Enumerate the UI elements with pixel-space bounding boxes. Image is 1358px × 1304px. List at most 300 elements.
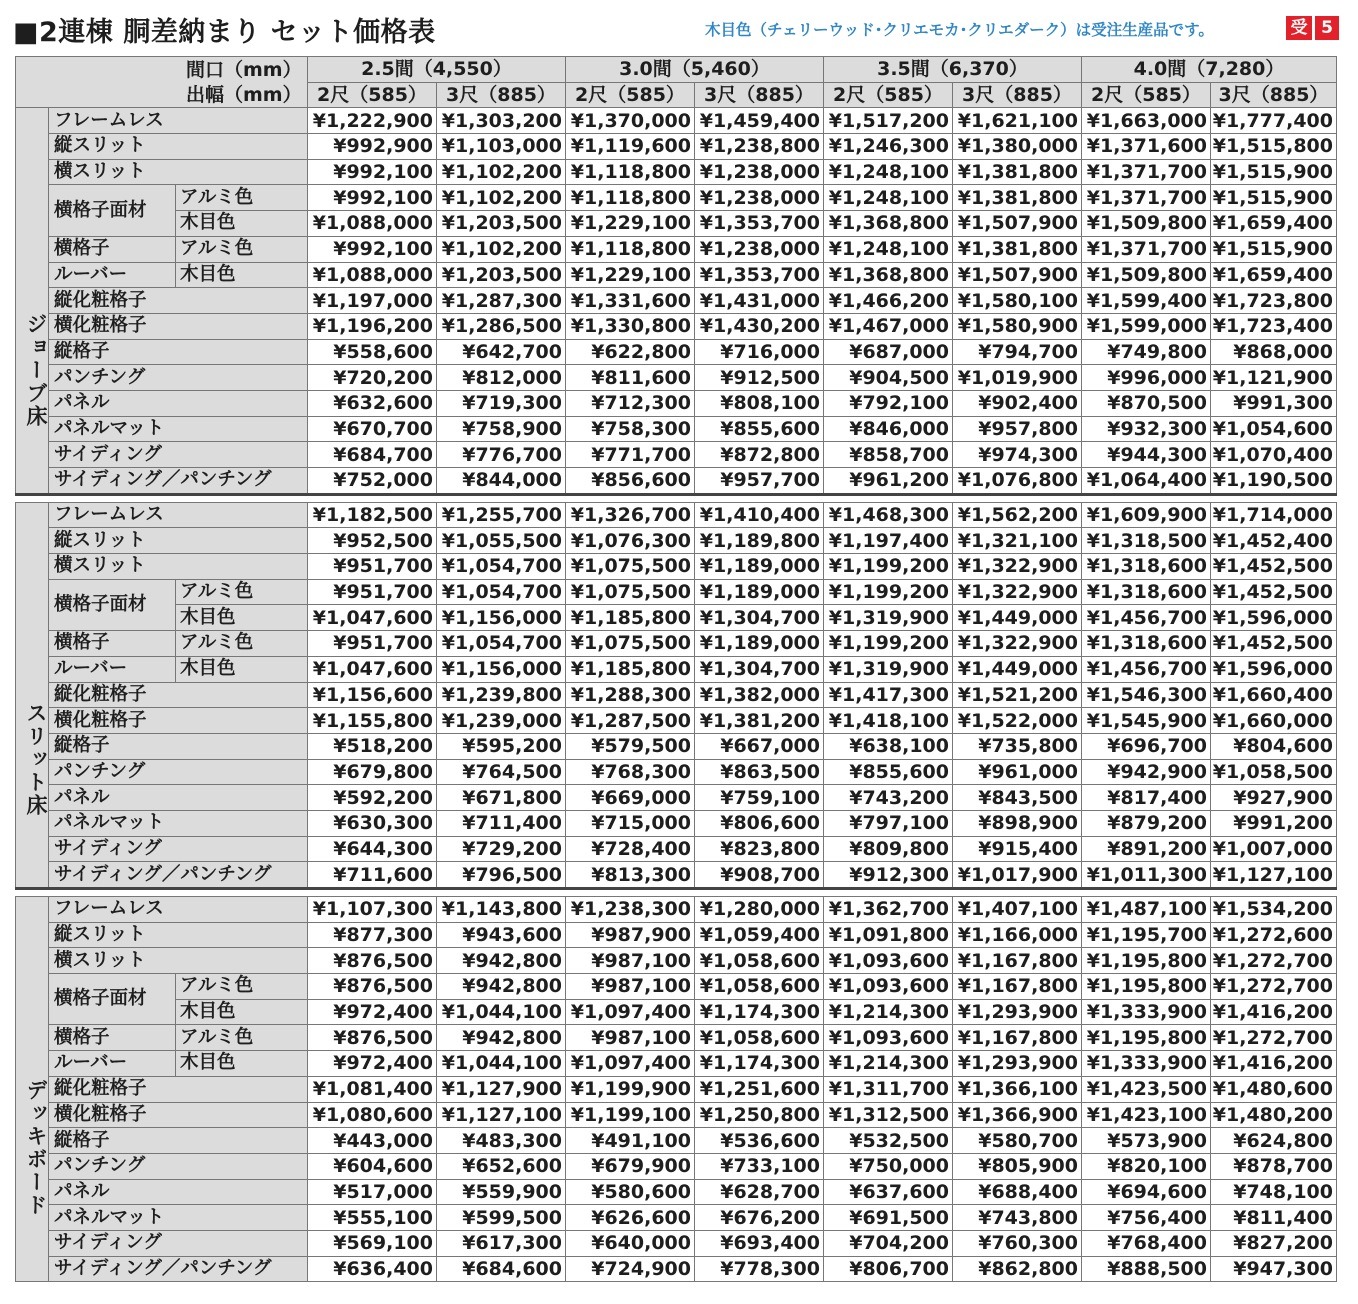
price-cell: ¥684,700 — [308, 442, 437, 468]
price-cell: ¥1,416,200 — [1211, 1051, 1337, 1077]
price-cell: ¥1,596,000 — [1211, 656, 1337, 682]
price-cell: ¥820,100 — [1082, 1153, 1211, 1179]
row-label: ルーバー — [49, 262, 176, 288]
price-cell: ¥1,534,200 — [1211, 897, 1337, 923]
price-cell: ¥827,200 — [1211, 1230, 1337, 1256]
price-cell: ¥1,423,100 — [1082, 1102, 1211, 1128]
price-cell: ¥622,800 — [566, 339, 695, 365]
price-cell: ¥811,400 — [1211, 1205, 1337, 1231]
price-cell: ¥1,047,600 — [308, 656, 437, 682]
price-cell: ¥669,000 — [566, 785, 695, 811]
price-cell: ¥1,452,500 — [1211, 554, 1337, 580]
price-cell: ¥743,200 — [824, 785, 953, 811]
price-cell: ¥679,800 — [308, 759, 437, 785]
price-cell: ¥778,300 — [695, 1256, 824, 1282]
table-row — [16, 1025, 1337, 1051]
price-cell: ¥972,400 — [308, 999, 437, 1025]
price-cell: ¥888,500 — [1082, 1256, 1211, 1282]
price-cell: ¥1,507,900 — [953, 262, 1082, 288]
price-cell: ¥952,500 — [308, 528, 437, 554]
price-cell: ¥1,248,100 — [824, 185, 953, 211]
price-cell: ¥1,189,000 — [695, 554, 824, 580]
price-cell: ¥1,091,800 — [824, 922, 953, 948]
price-cell: ¥1,371,700 — [1082, 159, 1211, 185]
row-label: 横格子 — [49, 236, 176, 262]
price-cell: ¥855,600 — [824, 759, 953, 785]
price-cell: ¥750,000 — [824, 1153, 953, 1179]
section-separator — [16, 889, 1337, 897]
price-cell: ¥915,400 — [953, 836, 1082, 862]
price-cell: ¥1,322,900 — [953, 554, 1082, 580]
price-cell: ¥1,723,800 — [1211, 288, 1337, 314]
price-cell: ¥1,196,200 — [308, 313, 437, 339]
page-number-badge: 5 — [1315, 16, 1339, 40]
price-cell: ¥1,199,900 — [566, 1076, 695, 1102]
depth-header: 3尺（885） — [437, 82, 566, 108]
price-cell: ¥1,238,000 — [695, 236, 824, 262]
price-cell: ¥735,800 — [953, 733, 1082, 759]
price-cell: ¥972,400 — [308, 1051, 437, 1077]
table-row — [16, 1256, 1337, 1282]
price-cell: ¥630,300 — [308, 810, 437, 836]
price-cell: ¥797,100 — [824, 810, 953, 836]
price-cell: ¥1,075,500 — [566, 579, 695, 605]
price-cell: ¥1,059,400 — [695, 922, 824, 948]
price-cell: ¥1,562,200 — [953, 502, 1082, 528]
price-cell: ¥704,200 — [824, 1230, 953, 1256]
price-cell: ¥1,609,900 — [1082, 502, 1211, 528]
price-cell: ¥808,100 — [695, 390, 824, 416]
row-label: 縦格子 — [49, 733, 308, 759]
width-header: 4.0間（7,280） — [1082, 57, 1337, 83]
price-cell: ¥1,480,200 — [1211, 1102, 1337, 1128]
price-cell: ¥1,272,700 — [1211, 1025, 1337, 1051]
price-cell: ¥1,189,800 — [695, 528, 824, 554]
row-sublabel: アルミ色 — [176, 974, 308, 1000]
table-row — [16, 999, 1337, 1025]
price-cell: ¥638,100 — [824, 733, 953, 759]
price-cell: ¥1,331,600 — [566, 288, 695, 314]
price-cell: ¥876,500 — [308, 974, 437, 1000]
price-cell: ¥879,200 — [1082, 810, 1211, 836]
price-cell: ¥1,546,300 — [1082, 682, 1211, 708]
price-cell: ¥1,381,200 — [695, 708, 824, 734]
row-label: 横格子面材 — [49, 579, 176, 630]
price-cell: ¥987,900 — [566, 922, 695, 948]
table-row — [16, 159, 1337, 185]
price-cell: ¥1,214,300 — [824, 999, 953, 1025]
price-cell: ¥1,093,600 — [824, 974, 953, 1000]
price-cell: ¥1,156,600 — [308, 682, 437, 708]
price-cell: ¥1,449,000 — [953, 605, 1082, 631]
price-cell: ¥749,800 — [1082, 339, 1211, 365]
price-cell: ¥951,700 — [308, 579, 437, 605]
price-cell: ¥805,900 — [953, 1153, 1082, 1179]
row-label: ルーバー — [49, 1051, 176, 1077]
price-cell: ¥961,000 — [953, 759, 1082, 785]
price-cell: ¥908,700 — [695, 862, 824, 889]
price-cell: ¥676,200 — [695, 1205, 824, 1231]
price-cell: ¥1,118,800 — [566, 185, 695, 211]
row-label: サイディング／パンチング — [49, 468, 308, 495]
price-cell: ¥1,517,200 — [824, 108, 953, 134]
price-cell: ¥1,189,000 — [695, 631, 824, 657]
price-cell: ¥580,700 — [953, 1128, 1082, 1154]
row-label: 縦格子 — [49, 339, 308, 365]
price-cell: ¥942,800 — [437, 1025, 566, 1051]
price-cell: ¥1,521,200 — [953, 682, 1082, 708]
price-cell: ¥1,195,800 — [1082, 974, 1211, 1000]
price-cell: ¥559,900 — [437, 1179, 566, 1205]
price-cell: ¥870,500 — [1082, 390, 1211, 416]
row-label: 縦スリット — [49, 134, 308, 160]
price-cell: ¥1,303,200 — [437, 108, 566, 134]
price-cell: ¥724,900 — [566, 1256, 695, 1282]
price-cell: ¥823,800 — [695, 836, 824, 862]
price-cell: ¥1,080,600 — [308, 1102, 437, 1128]
price-cell: ¥670,700 — [308, 416, 437, 442]
price-cell: ¥951,700 — [308, 631, 437, 657]
price-cell: ¥1,251,600 — [695, 1076, 824, 1102]
price-cell: ¥843,500 — [953, 785, 1082, 811]
price-cell: ¥1,515,800 — [1211, 134, 1337, 160]
price-cell: ¥1,127,100 — [437, 1102, 566, 1128]
price-cell: ¥532,500 — [824, 1128, 953, 1154]
price-cell: ¥1,272,600 — [1211, 922, 1337, 948]
price-cell: ¥1,239,000 — [437, 708, 566, 734]
price-cell: ¥1,199,200 — [824, 554, 953, 580]
header-row-width — [16, 57, 1337, 83]
row-label: 横スリット — [49, 948, 308, 974]
price-cell: ¥1,248,100 — [824, 236, 953, 262]
price-cell: ¥1,197,000 — [308, 288, 437, 314]
table-row — [16, 836, 1337, 862]
price-cell: ¥1,467,000 — [824, 313, 953, 339]
row-label: パンチング — [49, 1153, 308, 1179]
row-label: 横化粧格子 — [49, 708, 308, 734]
price-cell: ¥1,119,600 — [566, 134, 695, 160]
price-cell: ¥1,255,700 — [437, 502, 566, 528]
price-cell: ¥1,054,700 — [437, 631, 566, 657]
price-cell: ¥1,452,500 — [1211, 579, 1337, 605]
price-cell: ¥1,659,400 — [1211, 262, 1337, 288]
price-cell: ¥1,093,600 — [824, 1025, 953, 1051]
price-cell: ¥1,064,400 — [1082, 468, 1211, 495]
price-cell: ¥1,017,900 — [953, 862, 1082, 889]
price-cell: ¥1,058,600 — [695, 974, 824, 1000]
price-cell: ¥1,449,000 — [953, 656, 1082, 682]
price-cell: ¥729,200 — [437, 836, 566, 862]
row-sublabel: 木目色 — [176, 211, 308, 237]
price-cell: ¥991,200 — [1211, 810, 1337, 836]
price-cell: ¥1,311,700 — [824, 1076, 953, 1102]
price-cell: ¥1,174,300 — [695, 1051, 824, 1077]
price-cell: ¥1,599,000 — [1082, 313, 1211, 339]
price-cell: ¥1,182,500 — [308, 502, 437, 528]
price-cell: ¥855,600 — [695, 416, 824, 442]
width-header: 3.0間（5,460） — [566, 57, 824, 83]
price-cell: ¥1,097,400 — [566, 1051, 695, 1077]
price-cell: ¥1,456,700 — [1082, 605, 1211, 631]
table-row — [16, 339, 1337, 365]
price-cell: ¥1,319,900 — [824, 656, 953, 682]
price-cell: ¥1,055,500 — [437, 528, 566, 554]
price-cell: ¥759,100 — [695, 785, 824, 811]
price-cell: ¥694,600 — [1082, 1179, 1211, 1205]
price-cell: ¥1,353,700 — [695, 262, 824, 288]
price-cell: ¥792,100 — [824, 390, 953, 416]
price-cell: ¥1,407,100 — [953, 897, 1082, 923]
price-cell: ¥804,600 — [1211, 733, 1337, 759]
row-label: パネルマット — [49, 416, 308, 442]
price-cell: ¥1,381,800 — [953, 159, 1082, 185]
price-cell: ¥1,007,000 — [1211, 836, 1337, 862]
row-label: 縦化粧格子 — [49, 1076, 308, 1102]
price-cell: ¥942,800 — [437, 974, 566, 1000]
price-cell: ¥1,167,800 — [953, 1025, 1082, 1051]
price-cell: ¥992,100 — [308, 185, 437, 211]
row-label: 横格子面材 — [49, 974, 176, 1025]
row-label: ルーバー — [49, 656, 176, 682]
price-cell: ¥687,000 — [824, 339, 953, 365]
row-sublabel: アルミ色 — [176, 1025, 308, 1051]
table-row — [16, 631, 1337, 657]
table-row — [16, 1205, 1337, 1231]
price-cell: ¥1,070,400 — [1211, 442, 1337, 468]
table-row — [16, 1128, 1337, 1154]
price-cell: ¥711,600 — [308, 862, 437, 889]
row-label: パネルマット — [49, 810, 308, 836]
row-label: サイディング — [49, 1230, 308, 1256]
price-cell: ¥760,300 — [953, 1230, 1082, 1256]
price-cell: ¥1,322,900 — [953, 631, 1082, 657]
price-cell: ¥640,000 — [566, 1230, 695, 1256]
row-label: パネル — [49, 1179, 308, 1205]
price-cell: ¥443,000 — [308, 1128, 437, 1154]
price-cell: ¥991,300 — [1211, 390, 1337, 416]
price-cell: ¥1,318,600 — [1082, 579, 1211, 605]
price-cell: ¥1,107,300 — [308, 897, 437, 923]
price-cell: ¥1,599,400 — [1082, 288, 1211, 314]
price-cell: ¥716,000 — [695, 339, 824, 365]
width-header: 3.5間（6,370） — [824, 57, 1082, 83]
table-row — [16, 733, 1337, 759]
price-cell: ¥636,400 — [308, 1256, 437, 1282]
price-cell: ¥1,174,300 — [695, 999, 824, 1025]
table-row — [16, 468, 1337, 495]
price-cell: ¥898,900 — [953, 810, 1082, 836]
price-cell: ¥1,081,400 — [308, 1076, 437, 1102]
price-cell: ¥1,238,800 — [695, 134, 824, 160]
depth-header: 2尺（585） — [566, 82, 695, 108]
price-cell: ¥1,054,600 — [1211, 416, 1337, 442]
price-cell: ¥1,195,800 — [1082, 948, 1211, 974]
price-cell: ¥1,545,900 — [1082, 708, 1211, 734]
price-cell: ¥1,058,600 — [695, 1025, 824, 1051]
row-label: パンチング — [49, 365, 308, 391]
table-row — [16, 948, 1337, 974]
price-cell: ¥599,500 — [437, 1205, 566, 1231]
price-cell: ¥1,353,700 — [695, 211, 824, 237]
price-cell: ¥877,300 — [308, 922, 437, 948]
price-cell: ¥1,167,800 — [953, 948, 1082, 974]
table-row — [16, 236, 1337, 262]
price-cell: ¥1,189,000 — [695, 579, 824, 605]
price-cell: ¥1,229,100 — [566, 262, 695, 288]
price-cell: ¥856,600 — [566, 468, 695, 495]
row-label: 横格子面材 — [49, 185, 176, 236]
price-cell: ¥942,800 — [437, 948, 566, 974]
price-cell: ¥806,700 — [824, 1256, 953, 1282]
price-cell: ¥1,127,100 — [1211, 862, 1337, 889]
row-label: サイディング／パンチング — [49, 1256, 308, 1282]
row-sublabel: 木目色 — [176, 262, 308, 288]
price-cell: ¥1,166,000 — [953, 922, 1082, 948]
price-cell: ¥1,203,500 — [437, 211, 566, 237]
price-cell: ¥1,452,400 — [1211, 528, 1337, 554]
price-cell: ¥1,058,600 — [695, 948, 824, 974]
row-sublabel: アルミ色 — [176, 579, 308, 605]
row-label: 横化粧格子 — [49, 1102, 308, 1128]
price-cell: ¥992,900 — [308, 134, 437, 160]
price-cell: ¥806,600 — [695, 810, 824, 836]
price-cell: ¥1,368,800 — [824, 262, 953, 288]
price-cell: ¥863,500 — [695, 759, 824, 785]
row-sublabel: 木目色 — [176, 656, 308, 682]
width-header: 2.5間（4,550） — [308, 57, 566, 83]
row-label: 横格子 — [49, 1025, 176, 1051]
price-cell: ¥1,333,900 — [1082, 1051, 1211, 1077]
price-cell: ¥1,318,600 — [1082, 554, 1211, 580]
made-to-order-note: 木目色（チェリーウッド･クリエモカ･クリエダーク）は受注生産品です。 — [705, 21, 1214, 39]
price-cell: ¥1,487,100 — [1082, 897, 1211, 923]
table-row — [16, 211, 1337, 237]
price-cell: ¥987,100 — [566, 948, 695, 974]
row-label: サイディング — [49, 442, 308, 468]
price-cell: ¥1,430,200 — [695, 313, 824, 339]
price-cell: ¥617,300 — [437, 1230, 566, 1256]
price-cell: ¥1,318,500 — [1082, 528, 1211, 554]
table-row — [16, 442, 1337, 468]
table-row — [16, 1102, 1337, 1128]
price-cell: ¥1,423,500 — [1082, 1076, 1211, 1102]
price-cell: ¥1,371,600 — [1082, 134, 1211, 160]
price-cell: ¥1,580,900 — [953, 313, 1082, 339]
price-cell: ¥1,777,400 — [1211, 108, 1337, 134]
row-label: フレームレス — [49, 502, 308, 528]
row-sublabel: 木目色 — [176, 999, 308, 1025]
row-head-width: 間口（mm） — [16, 57, 308, 83]
price-cell: ¥951,700 — [308, 554, 437, 580]
row-head-depth: 出幅（mm） — [16, 82, 308, 108]
price-cell: ¥1,156,000 — [437, 605, 566, 631]
price-cell: ¥1,333,900 — [1082, 999, 1211, 1025]
price-cell: ¥1,011,300 — [1082, 862, 1211, 889]
row-label: フレームレス — [49, 897, 308, 923]
price-cell: ¥927,900 — [1211, 785, 1337, 811]
price-cell: ¥1,596,000 — [1211, 605, 1337, 631]
price-cell: ¥902,400 — [953, 390, 1082, 416]
price-cell: ¥1,044,100 — [437, 999, 566, 1025]
price-cell: ¥671,800 — [437, 785, 566, 811]
row-label: 縦化粧格子 — [49, 682, 308, 708]
price-cell: ¥667,000 — [695, 733, 824, 759]
price-cell: ¥817,400 — [1082, 785, 1211, 811]
table-row — [16, 108, 1337, 134]
price-cell: ¥1,127,900 — [437, 1076, 566, 1102]
table-row — [16, 708, 1337, 734]
price-cell: ¥809,800 — [824, 836, 953, 862]
price-cell: ¥862,800 — [953, 1256, 1082, 1282]
table-row — [16, 974, 1337, 1000]
price-cell: ¥1,195,800 — [1082, 1025, 1211, 1051]
table-row — [16, 134, 1337, 160]
price-cell: ¥1,199,200 — [824, 631, 953, 657]
price-cell: ¥1,288,300 — [566, 682, 695, 708]
price-cell: ¥1,293,900 — [953, 999, 1082, 1025]
price-cell: ¥1,319,900 — [824, 605, 953, 631]
row-label: 縦スリット — [49, 922, 308, 948]
price-cell: ¥733,100 — [695, 1153, 824, 1179]
price-cell: ¥1,155,800 — [308, 708, 437, 734]
price-cell: ¥652,600 — [437, 1153, 566, 1179]
table-row — [16, 1153, 1337, 1179]
price-cell: ¥1,102,200 — [437, 185, 566, 211]
price-cell: ¥1,190,500 — [1211, 468, 1337, 495]
table-row — [16, 365, 1337, 391]
price-cell: ¥1,076,800 — [953, 468, 1082, 495]
price-cell: ¥693,400 — [695, 1230, 824, 1256]
price-cell: ¥942,900 — [1082, 759, 1211, 785]
price-cell: ¥1,452,500 — [1211, 631, 1337, 657]
price-cell: ¥624,800 — [1211, 1128, 1337, 1154]
price-cell: ¥1,371,700 — [1082, 236, 1211, 262]
price-table — [15, 56, 1337, 1282]
price-cell: ¥1,723,400 — [1211, 313, 1337, 339]
table-row — [16, 759, 1337, 785]
price-cell: ¥1,102,200 — [437, 159, 566, 185]
price-cell: ¥1,287,300 — [437, 288, 566, 314]
price-cell: ¥1,197,400 — [824, 528, 953, 554]
price-cell: ¥1,380,000 — [953, 134, 1082, 160]
table-row — [16, 288, 1337, 314]
table-row — [16, 862, 1337, 889]
price-cell: ¥1,272,700 — [1211, 974, 1337, 1000]
row-label: サイディング／パンチング — [49, 862, 308, 889]
price-cell: ¥1,321,100 — [953, 528, 1082, 554]
table-row — [16, 416, 1337, 442]
price-cell: ¥1,362,700 — [824, 897, 953, 923]
table-row — [16, 922, 1337, 948]
price-cell: ¥1,239,800 — [437, 682, 566, 708]
row-label: 横スリット — [49, 554, 308, 580]
price-cell: ¥1,214,300 — [824, 1051, 953, 1077]
price-cell: ¥1,660,000 — [1211, 708, 1337, 734]
table-row — [16, 185, 1337, 211]
table-row — [16, 1230, 1337, 1256]
price-cell: ¥1,304,700 — [695, 656, 824, 682]
depth-header: 2尺（585） — [308, 82, 437, 108]
price-cell: ¥1,118,800 — [566, 159, 695, 185]
price-cell: ¥1,280,000 — [695, 897, 824, 923]
price-cell: ¥688,400 — [953, 1179, 1082, 1205]
table-row — [16, 605, 1337, 631]
price-cell: ¥858,700 — [824, 442, 953, 468]
price-cell: ¥1,044,100 — [437, 1051, 566, 1077]
price-cell: ¥846,000 — [824, 416, 953, 442]
price-cell: ¥1,417,300 — [824, 682, 953, 708]
price-cell: ¥1,248,100 — [824, 159, 953, 185]
